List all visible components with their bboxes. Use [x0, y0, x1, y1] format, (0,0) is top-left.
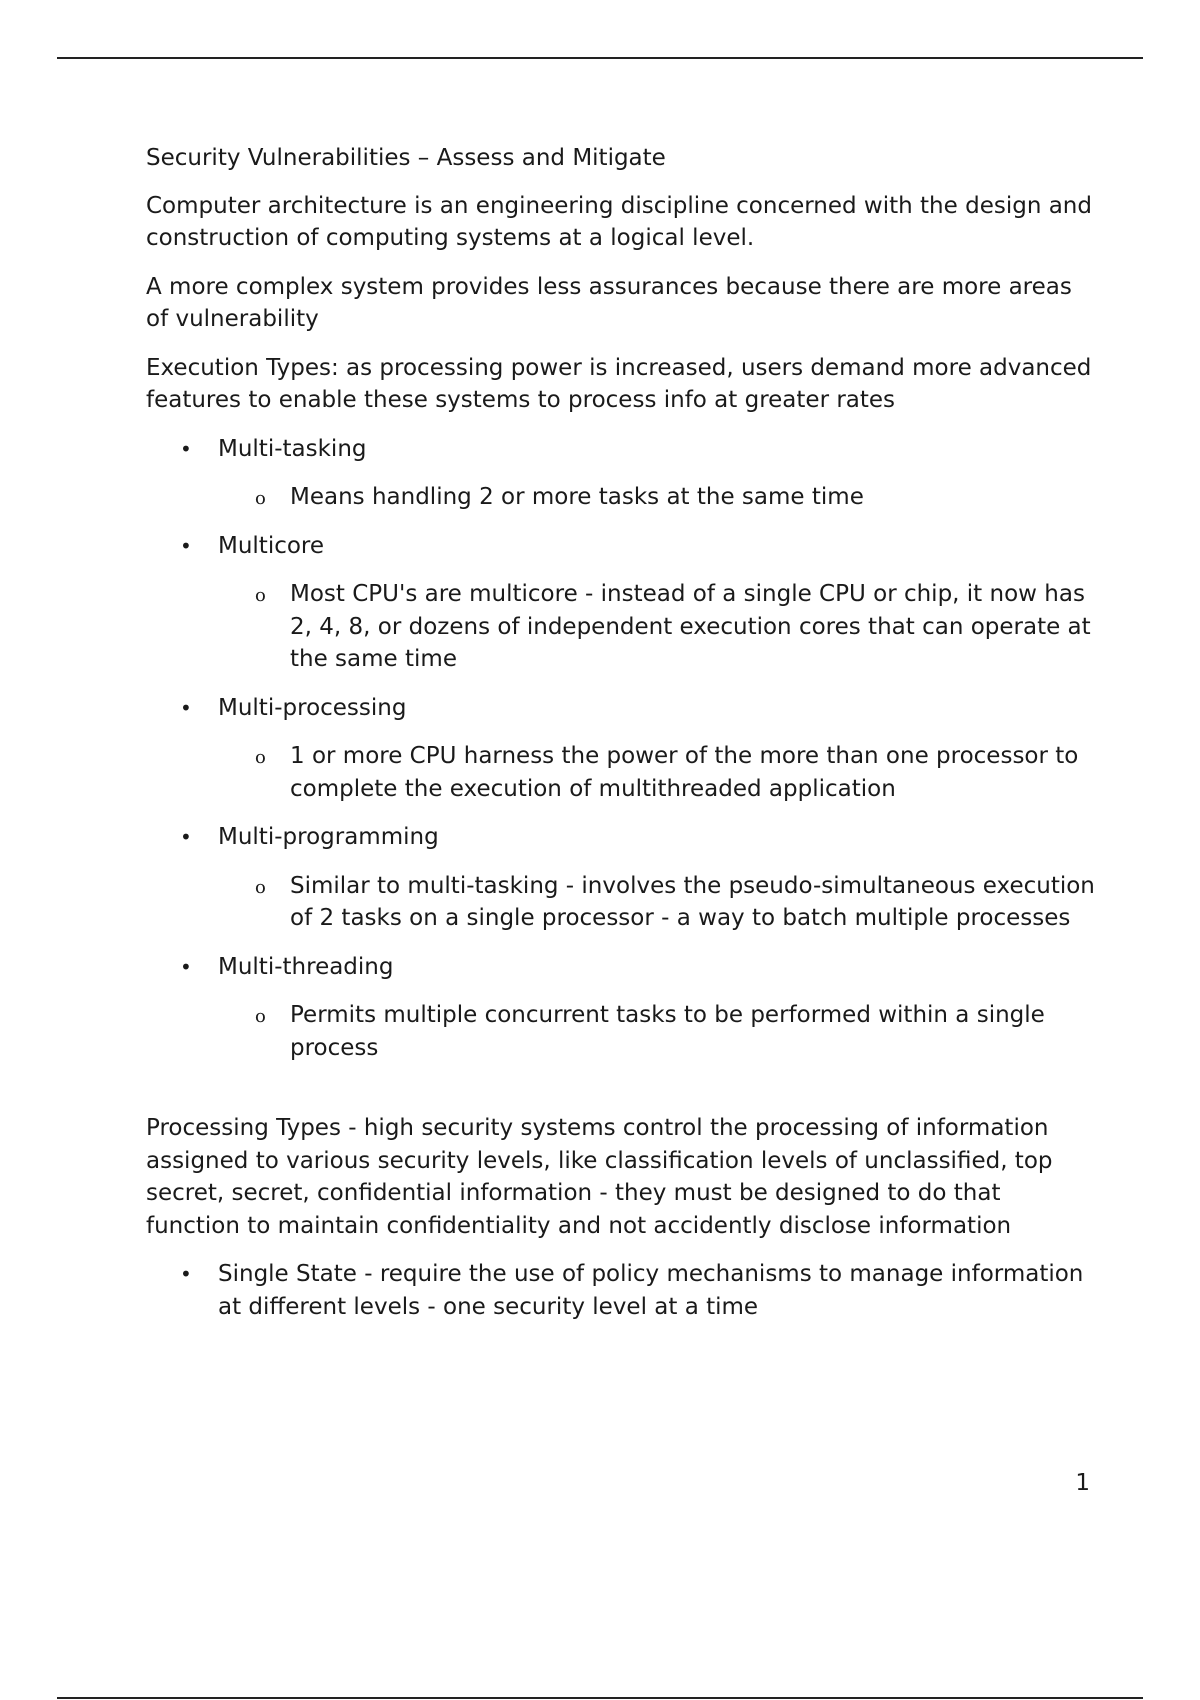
sub-list-item	[218, 870, 1096, 935]
sub-list-item-text: Means handling 2 or more tasks at the same time	[290, 484, 864, 510]
paragraph-processing-types: Processing Types - high security systems control the processing of information assigned to various security levels, like classification levels of unclassified, top secret, secret, confidential information - they must be designed to do that function to maintain confidentiality and not accidently disclose information	[146, 1115, 1053, 1239]
sub-list-item-text: Most CPU's are multicore - instead of a single CPU or chip, it now has 2, 4, 8, or dozens of independent execution cores that can operate at the same time	[290, 581, 1091, 672]
page-content	[146, 142, 1096, 1339]
processing-types-list	[146, 1258, 1096, 1323]
bullet-icon: •	[180, 954, 192, 979]
bullet-icon: •	[180, 825, 192, 849]
list-item-label: Multi-threading	[218, 953, 394, 980]
list-item-label: Multi-programming	[218, 824, 439, 850]
sub-list-item-text: 1 or more CPU harness the power of the more than one processor to complete the execution of multithreaded application	[290, 743, 1079, 802]
sub-list-item	[218, 481, 1096, 514]
footer-rule	[57, 1697, 1143, 1699]
list-item-label: Single State - require the use of policy mechanisms to manage information at different levels - one security level at a time	[218, 1261, 1084, 1320]
paragraph-architecture: Computer architecture is an engineering discipline concerned with the design and construction of computing systems at a logical level.	[146, 192, 1092, 251]
bullet-icon: •	[180, 1262, 192, 1286]
sub-list-item-text: Permits multiple concurrent tasks to be performed within a single process	[290, 1002, 1045, 1061]
list-item	[146, 951, 1096, 1065]
paragraph-execution-types: Execution Types: as processing power is increased, users demand more advanced features to enable these systems to process info at greater rates	[146, 354, 1092, 413]
list-item-label: Multi-tasking	[218, 435, 367, 462]
bullet-icon: •	[180, 695, 192, 720]
section-spacer	[146, 1080, 1096, 1112]
list-item	[146, 1258, 1096, 1323]
page-number: 1	[1075, 1470, 1090, 1496]
list-item-label: Multicore	[218, 532, 325, 559]
sub-list-item	[218, 578, 1096, 676]
sub-bullet-icon: o	[255, 876, 266, 898]
sub-list-item	[218, 999, 1096, 1064]
list-item	[146, 692, 1096, 806]
sub-list	[218, 870, 1096, 935]
execution-types-list	[146, 433, 1096, 1065]
sub-list-item-text: Similar to multi-tasking - involves the pseudo-simultaneous execution of 2 tasks on a single processor - a way to batch multiple processes	[290, 872, 1095, 931]
list-item-label: Multi-processing	[218, 694, 407, 721]
document-title: Security Vulnerabilities – Assess and Mitigate	[146, 145, 666, 171]
sub-bullet-icon: o	[255, 747, 266, 768]
sub-bullet-icon: o	[255, 585, 266, 606]
sub-bullet-icon: o	[255, 1006, 266, 1027]
sub-list	[218, 578, 1096, 676]
bullet-icon: •	[180, 436, 192, 461]
bullet-icon: •	[180, 533, 192, 558]
sub-list	[218, 999, 1096, 1064]
list-item	[146, 821, 1096, 935]
sub-bullet-icon: o	[255, 488, 266, 509]
paragraph-complexity: A more complex system provides less assurances because there are more areas of vulnerability	[146, 273, 1072, 332]
list-item	[146, 530, 1096, 676]
sub-list-item	[218, 740, 1096, 805]
sub-list	[218, 481, 1096, 514]
sub-list	[218, 740, 1096, 805]
list-item	[146, 433, 1096, 514]
header-rule	[57, 57, 1143, 59]
